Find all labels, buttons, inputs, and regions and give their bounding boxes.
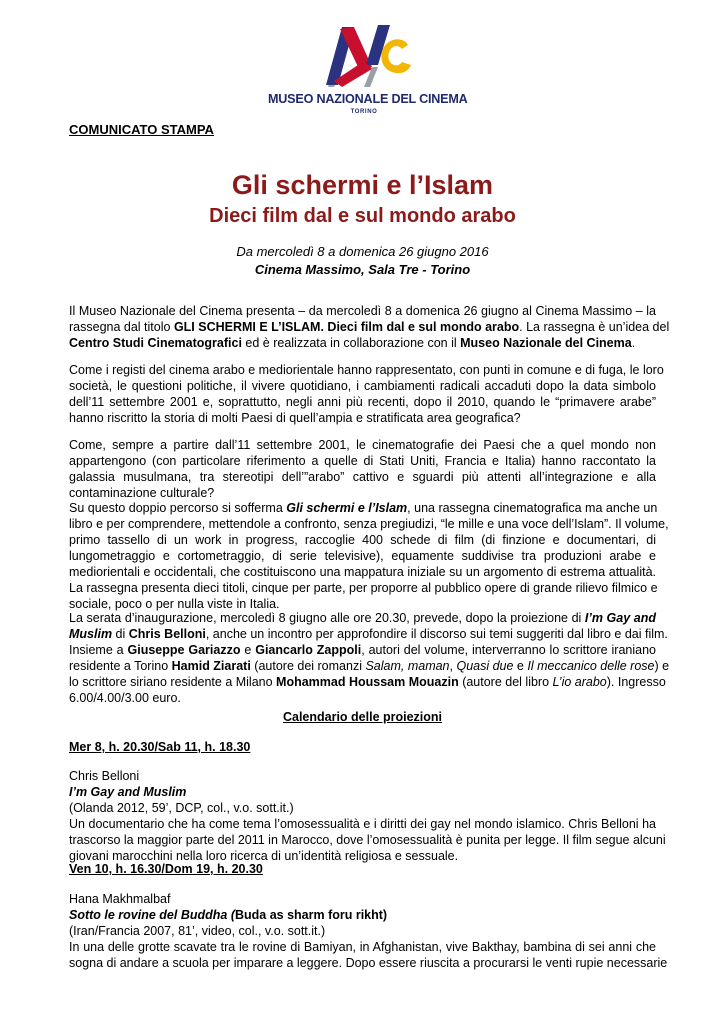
text-run: Hamid Ziarati [171, 659, 251, 673]
film-title [69, 907, 656, 923]
text-run: , anche un incontro per approfondire il discorso sui temi suggeriti dal libro e dai film. [205, 627, 668, 641]
text-run: Mohammad Houssam Mouazin [276, 675, 459, 689]
text-run: ed è realizzata in collaborazione con il [241, 336, 461, 350]
text-run: La serata d’inaugurazione, mercoledì 8 giugno alle ore 20.30, prevede, dopo la proiezione di [69, 611, 585, 625]
text-run: GLI SCHERMI E L’ISLAM. Dieci film dal e sul mondo arabo [173, 320, 520, 334]
paragraph-line [69, 610, 656, 626]
museum-logo [268, 15, 468, 125]
text-run: Quasi due [456, 659, 514, 673]
document-title: Gli schermi e l’Islam [231, 170, 494, 200]
text-run: Salam, maman [365, 659, 450, 673]
intro-line [69, 335, 656, 351]
text-run: (autore dei romanzi [250, 659, 366, 673]
film-director: Chris Belloni [69, 769, 140, 783]
text-run: Insieme a [69, 643, 128, 657]
paragraph-line: primo tassello di un work in progress, raccoglie 400 schede di film (di finzione e documentari, di [69, 533, 656, 547]
text-run: ) e [654, 659, 670, 673]
paragraph-line: galassia musulmana, tra stereotipi dell’”arabo” cattivo e sguardi più attenti all’integrazione e alla [69, 470, 656, 484]
text-run: residente a Torino [69, 659, 172, 673]
paragraph-line [69, 500, 656, 516]
text-run: Giuseppe Gariazzo [127, 643, 241, 657]
paragraph-line: dell’11 settembre 2001 e, soprattutto, negli anni più recenti, dopo il 2010, quando le “primavere arabe” [69, 395, 656, 409]
paragraph-line: sociale, poco o per nulla viste in Italia. [69, 597, 280, 611]
paragraph-line [69, 674, 666, 690]
text-run: ). Ingresso [606, 675, 666, 689]
text-run: Muslim [69, 627, 113, 641]
paragraph-line [69, 658, 670, 674]
museum-city: TORINO [350, 109, 378, 115]
paragraph-line: appartengono (con particolare riferimento a quelle di Stati Uniti, Francia e Italia) hanno raccontato la [69, 454, 656, 468]
text-run: (autore del libro [458, 675, 553, 689]
paragraph-line: mediorientali e occidentali, che costituiscono una mappatura iniziale su un argomento di estrema attualità. [69, 565, 656, 579]
text-run: e [513, 659, 528, 673]
film-description-line: trascorso la maggior parte del 2011 in Marocco, dove l’omosessualità è punita per legge. Il film segue alcuni [69, 833, 666, 847]
film-description-line: In una delle grotte scavate tra le rovine di Bamiyan, in Afghanistan, vive Bakthay, bambina di sei anni che [69, 940, 656, 954]
paragraph-line: società, le questioni politiche, il vivere quotidiano, i cambiamenti radicali accaduti dopo la data simbolo [69, 379, 656, 393]
body-paragraph [69, 500, 669, 612]
film-title: I’m Gay and Muslim [69, 785, 187, 799]
text-run: Buda as sharm foru rikht) [234, 908, 388, 922]
press-release-label: COMUNICATO STAMPA [69, 122, 214, 137]
film-director: Hana Makhmalbaf [69, 892, 171, 906]
film-entry [69, 891, 668, 971]
paragraph-line: contaminazione culturale? [69, 486, 215, 500]
film-description-line: giovani marocchini nella loro ricerca di un’identità religiosa e sessuale. [69, 849, 459, 863]
intro-paragraph [69, 303, 670, 351]
event-venue: Cinema Massimo, Sala Tre - Torino [254, 262, 471, 277]
document-subtitle: Dieci film dal e sul mondo arabo [209, 205, 516, 227]
text-run: . [631, 336, 636, 350]
text-run: Museo Nazionale del Cinema [460, 336, 632, 350]
paragraph-line: lungometraggio e cortometraggio, di serie televisive), equamente suddivise tra produzioni arabe e [69, 549, 656, 563]
film-schedule: Mer 8, h. 20.30/Sab 11, h. 18.30 [69, 740, 251, 754]
text-run: , [449, 659, 457, 673]
film-description-line: Un documentario che ha come tema l’omosessualità e i diritti dei gay nel mondo islamico. Chris Belloni ha [69, 817, 656, 831]
intro-line: Il Museo Nazionale del Cinema presenta – da mercoledì 8 a domenica 26 giugno al Cinema Massimo – la [69, 304, 656, 318]
paragraph-line [69, 642, 656, 658]
film-details: (Iran/Francia 2007, 81’, video, col., v.o. sott.it.) [69, 924, 326, 938]
paragraph-line: La rassegna presenta dieci titoli, cinque per parte, per proporre al pubblico opere di grande rilievo filmico e [69, 581, 658, 595]
body-paragraph [69, 362, 664, 426]
paragraph-line [69, 626, 668, 642]
text-run: rassegna dal titolo [69, 320, 174, 334]
paragraph-line: Come i registi del cinema arabo e mediorientale hanno rappresentato, con punti in comune e di fuga, le loro [69, 363, 664, 377]
film-entry [69, 768, 666, 864]
paragraph-line: Come, sempre a partire dall’11 settembre 2001, le cinematografie dei Paesi che a quel mondo non [69, 438, 656, 452]
museum-mc-emblem-icon [268, 15, 460, 95]
paragraph-line: libro e per comprendere, mettendole a confronto, senza pregiudizi, “le mille e una voce dell’Islam”. Il volume, [69, 517, 669, 531]
calendar-heading: Calendario delle proiezioni [282, 710, 443, 724]
paragraph-line: 6.00/4.00/3.00 euro. [69, 691, 181, 705]
body-paragraph [69, 610, 670, 706]
text-run: Il meccanico delle rose [527, 659, 655, 673]
film-schedule: Ven 10, h. 16.30/Dom 19, h. 20.30 [69, 862, 263, 876]
text-run: di [112, 627, 129, 641]
text-run: , autori del volume, interverranno lo scrittore iraniano [361, 643, 657, 657]
intro-line [69, 319, 670, 335]
text-run: Chris Belloni [128, 627, 206, 641]
body-paragraph [69, 437, 656, 501]
text-run: I’m Gay and [584, 611, 656, 625]
text-run: lo scrittore siriano residente a Milano [69, 675, 277, 689]
text-run: . La rassegna è un’idea del [519, 320, 670, 334]
text-run: Centro Studi Cinematografici [69, 336, 242, 350]
text-run: L’io arabo [552, 675, 607, 689]
event-dates: Da mercoledì 8 a domenica 26 giugno 2016 [236, 244, 489, 259]
text-run: Sotto le rovine del Buddha ( [69, 908, 235, 922]
museum-name: MUSEO NAZIONALE DEL CINEMA [268, 92, 468, 106]
film-description-line: sogna di andare a scuola per imparare a leggere. Dopo essere riuscita a procurarsi le venti rupie necessarie [69, 956, 668, 970]
text-run: Giancarlo Zappoli [255, 643, 362, 657]
text-run: Su questo doppio percorso si sofferma [69, 501, 287, 515]
text-run: Gli schermi e l’Islam [286, 501, 408, 515]
film-details: (Olanda 2012, 59’, DCP, col., v.o. sott.it.) [69, 801, 294, 815]
text-run: , una rassegna cinematografica ma anche un [407, 501, 658, 515]
text-run: e [240, 643, 256, 657]
paragraph-line: hanno riscritto la storia di molti Paesi di quell’ampia e stratificata area geografica? [69, 411, 521, 425]
